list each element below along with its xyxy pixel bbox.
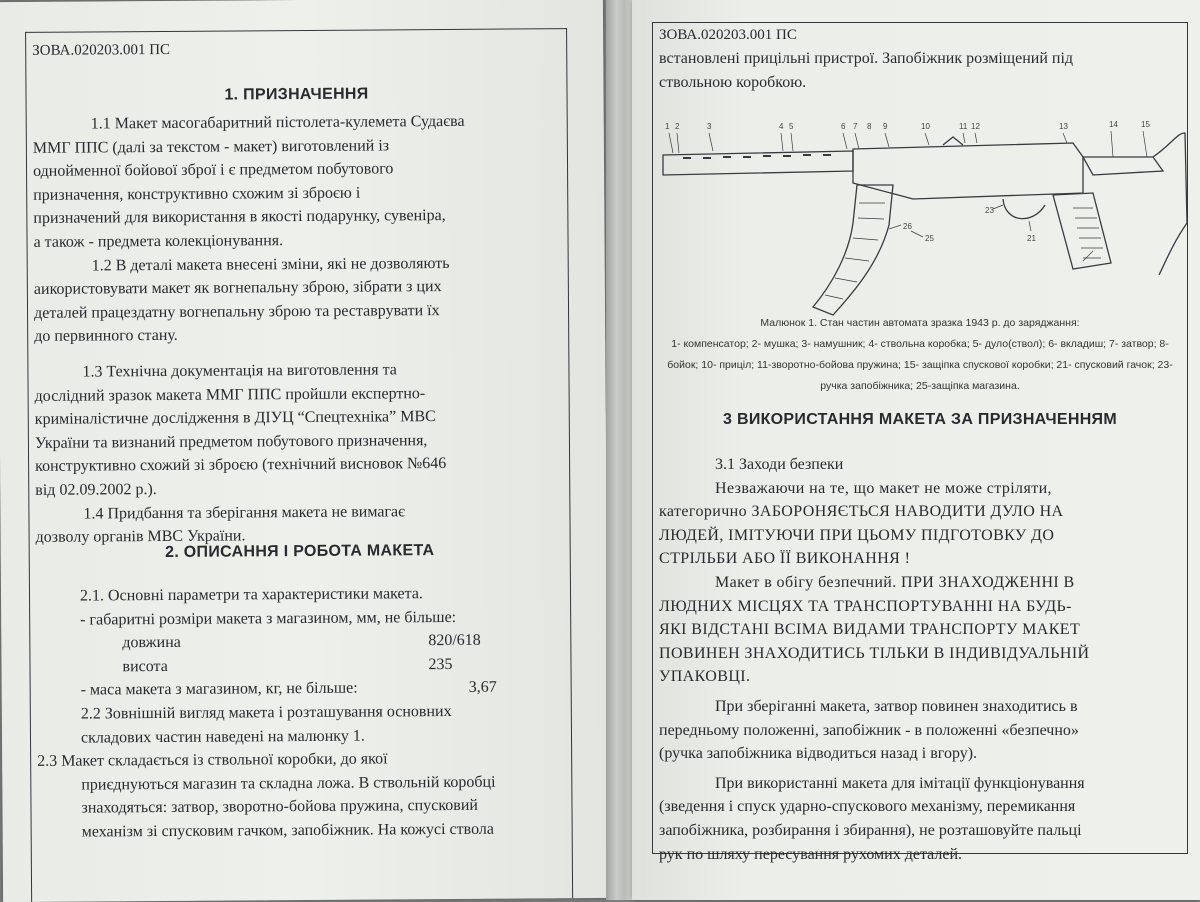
length-row [36,628,556,655]
diagram-number: 6 [841,122,846,131]
diagram-pistol-grip [1053,193,1111,269]
para-1-4-line: 1.4 Придбання та зберігання макета не вимагає [83,502,406,523]
diagram-number: 4 [779,122,784,131]
mass-label: - маса макета з магазином, кг, не більше: [80,679,358,699]
para-1-1-line: однойменної бойової зброї і є предметом побутового [32,160,394,181]
caption-line: Малюнок 1. Стан частин автомата зразка 1943 р. до заряджання: [760,317,1080,329]
usage-line: рук по шляху пересування рухомих деталей. [659,845,963,863]
para-1-3-line: дослідний зразок макета ММГ ППС пройшли експертно- [34,384,426,405]
right-top-line: ствольною коробкою. [659,73,807,91]
diagram-magazine-ribs [825,203,885,299]
book-gutter [606,0,632,900]
para-1-1-line: 1.1 Макет масогабаритний пістолета-кулемета Судаєва [90,112,465,133]
diagram-rear-sight [943,137,963,145]
figure-caption [653,313,1187,397]
caption-line: ручка запобіжника; 25-защіпка магазина. [820,380,1020,392]
mass-value: 3,67 [468,679,497,697]
diagram-number: 14 [1109,120,1118,129]
doc-code-left: ЗОВА.020203.001 ПС [32,41,171,59]
diagram-number: 2 [675,122,680,131]
diagram-leader-lines [669,131,1147,261]
length-value: 820/618 [428,631,481,650]
warning-2-line: ЛЮДНИХ МІСЦЯХ ТА ТРАНСПОРТУВАННІ НА БУДЬ- [659,597,1072,615]
diagram-number: 25 [925,234,934,243]
para-1-1-line: призначений для використання в якості подарунку, сувеніра, [33,207,446,228]
section-1-title: 1. ПРИЗНАЧЕННЯ [224,85,369,104]
para-1-4-line: дозволу органів МВС України. [35,527,246,546]
section-3-title: 3 ВИКОРИСТАННЯ МАКЕТА ЗА ПРИЗНАЧЕННЯМ [723,411,1117,428]
diagram-number: 10 [921,122,930,131]
section-2-title: 2. ОПИСАННЯ І РОБОТА МАКЕТА [165,542,435,561]
storage-line: передньому положенні, запобіжник - в положенні «безпечно» [659,721,1079,739]
para-1-1-line: а також - предмета колекціонування. [33,232,284,251]
diagram-receiver [853,143,1083,199]
weapon-diagram [653,113,1187,323]
height-value: 235 [428,655,453,673]
left-page-frame [25,28,573,902]
doc-code-right: ЗОВА.020203.001 ПС [659,27,797,43]
diagram-magazine [813,185,893,315]
warning-2-line: ПОВИНЕН ЗНАХОДИТИСЬ ТІЛЬКИ В ІНДИВІДУАЛЬНІЙ [659,644,1090,662]
diagram-number: 21 [1027,234,1036,243]
warning-1-line: ЛЮДЕЙ, ІМІТУЮЧИ ПРИ ЦЬОМУ ПІДГОТОВКУ ДО [659,526,1055,544]
para-2-3-line: механізм зі спусковим гачком, запобіжник. На кожусі ствола [81,820,494,841]
usage-line: При використанні макета для імітації функціонування [715,774,1085,792]
section-1-body [33,109,552,549]
storage-line: (ручка запобіжника відводиться назад і вгору). [659,745,978,763]
right-page [632,0,1200,900]
para-1-1-line: призначення, конструктивно схожим зі зброєю і [33,184,361,204]
diagram-number: 7 [853,122,858,131]
storage-line: При зберіганні макета, затвор повинен знаходитись в [715,697,1078,715]
height-label: висота [122,657,168,676]
warning-1-line: Незважаючи на те, що макет не може стріляти, [715,479,1052,497]
para-1-2-line: деталей працездатну вогнепальну зброю та реставрувати їх [33,301,440,322]
caption-line: 1- компенсатор; 2- мушка; 3- намушник; 4- ствольна коробка; 5- дуло(ствол); 6- вкладиш; 7- затвор; 8- [671,338,1169,350]
para-2-3-line: приєднуються магазин та складна ложа. В ствольній коробці [81,773,496,794]
diagram-jacket-holes [683,155,831,158]
right-page-frame [652,22,1188,863]
para-1-3-line: криміналістичне дослідження в ДІУЦ “Спецтехніка” МВС [34,408,436,428]
diagram-number: 9 [883,122,888,131]
diagram-number: 23 [985,206,994,215]
para-2-3-line: 2.3 Макет складається із ствольної коробки, до якої [37,750,388,771]
para-3-1-title: 3.1 Заходи безпеки [715,456,844,473]
para-2-1-title: 2.1. Основні параметри та характеристики макета. [79,585,423,605]
diagram-number: 11 [959,122,968,131]
caption-line: бойок; 10- приціл; 11-зворотно-бойова пружина; 15- защіпка спускової коробки; 21- спусковий гачок; 23- [667,359,1173,371]
para-2-1-dims: - габаритні розміри макета з магазином, мм, не більше: [80,608,457,629]
diagram-number: 3 [707,122,712,131]
diagram-number: 26 [903,222,912,231]
usage-line: (зведення і спуск ударно-спускового механізму, перемикання [659,798,1076,816]
warning-2-line: УПАКОВЦІ. [659,668,751,686]
mass-row [37,676,557,703]
section-2-body [36,581,558,844]
diagram-number: 12 [971,122,980,131]
para-1-3-line: України та визнаний предметом побутового призначення, [34,431,428,452]
diagram-number: 13 [1059,122,1068,131]
para-2-2-line: складових частин наведені на малюнку 1. [80,727,365,747]
para-1-2-line: аикористовувати макет як вогнепальну зброю, зібрати з цих [33,278,442,299]
warning-2-line: Макет в обігу безпечний. ПРИ ЗНАХОДЖЕННІ В [715,573,1075,591]
warning-2-line: ЯКІ ВІДСТАНІ ВСІМА ВИДАМИ ТРАНСПОРТУ МАКЕТ [659,621,1081,639]
length-label: довжина [122,634,181,652]
diagram-trigger-guard [1003,199,1045,219]
right-top-line: встановлені прицільні пристрої. Запобіжник розміщений під [659,50,1074,67]
diagram-number: 1 [665,122,670,131]
para-2-2-line: 2.2 Зовнішній вигляд макета і розташування основних [80,702,452,723]
diagram-number: 15 [1141,120,1150,129]
para-1-1-line: ММГ ППС (далі за текстом - макет) виготовлений із [32,136,390,157]
right-top-text [659,47,1179,94]
diagram-number: 5 [789,122,794,131]
para-1-3-line: від 02.09.2002 р.). [35,480,157,499]
warning-1-line: категорично ЗАБОРОНЯЄТЬСЯ НАВОДИТИ ДУЛО НА [659,503,1064,521]
para-1-3-line: 1.3 Технічна документація на виготовлення та [82,361,397,381]
para-1-2-line: 1.2 В деталі макета внесені зміни, які не дозволяють [91,254,450,275]
usage-line: запобіжника, розбирання і збирання), не розташовуйте пальці [659,821,1082,839]
diagram-folding-stock [1083,133,1187,275]
para-1-2-line: до первинного стану. [34,327,178,346]
diagram-number: 8 [867,122,872,131]
para-2-3-line: знаходяться: затвор, зворотно-бойова пружина, спусковий [81,797,479,817]
warning-1-line: СТРІЛЬБИ АБО ЇЇ ВИКОНАННЯ ! [659,550,911,568]
para-1-3-line: конструктивно схожий зі зброєю (технічний висновок №646 [35,455,447,476]
section-3-body [659,453,1181,866]
